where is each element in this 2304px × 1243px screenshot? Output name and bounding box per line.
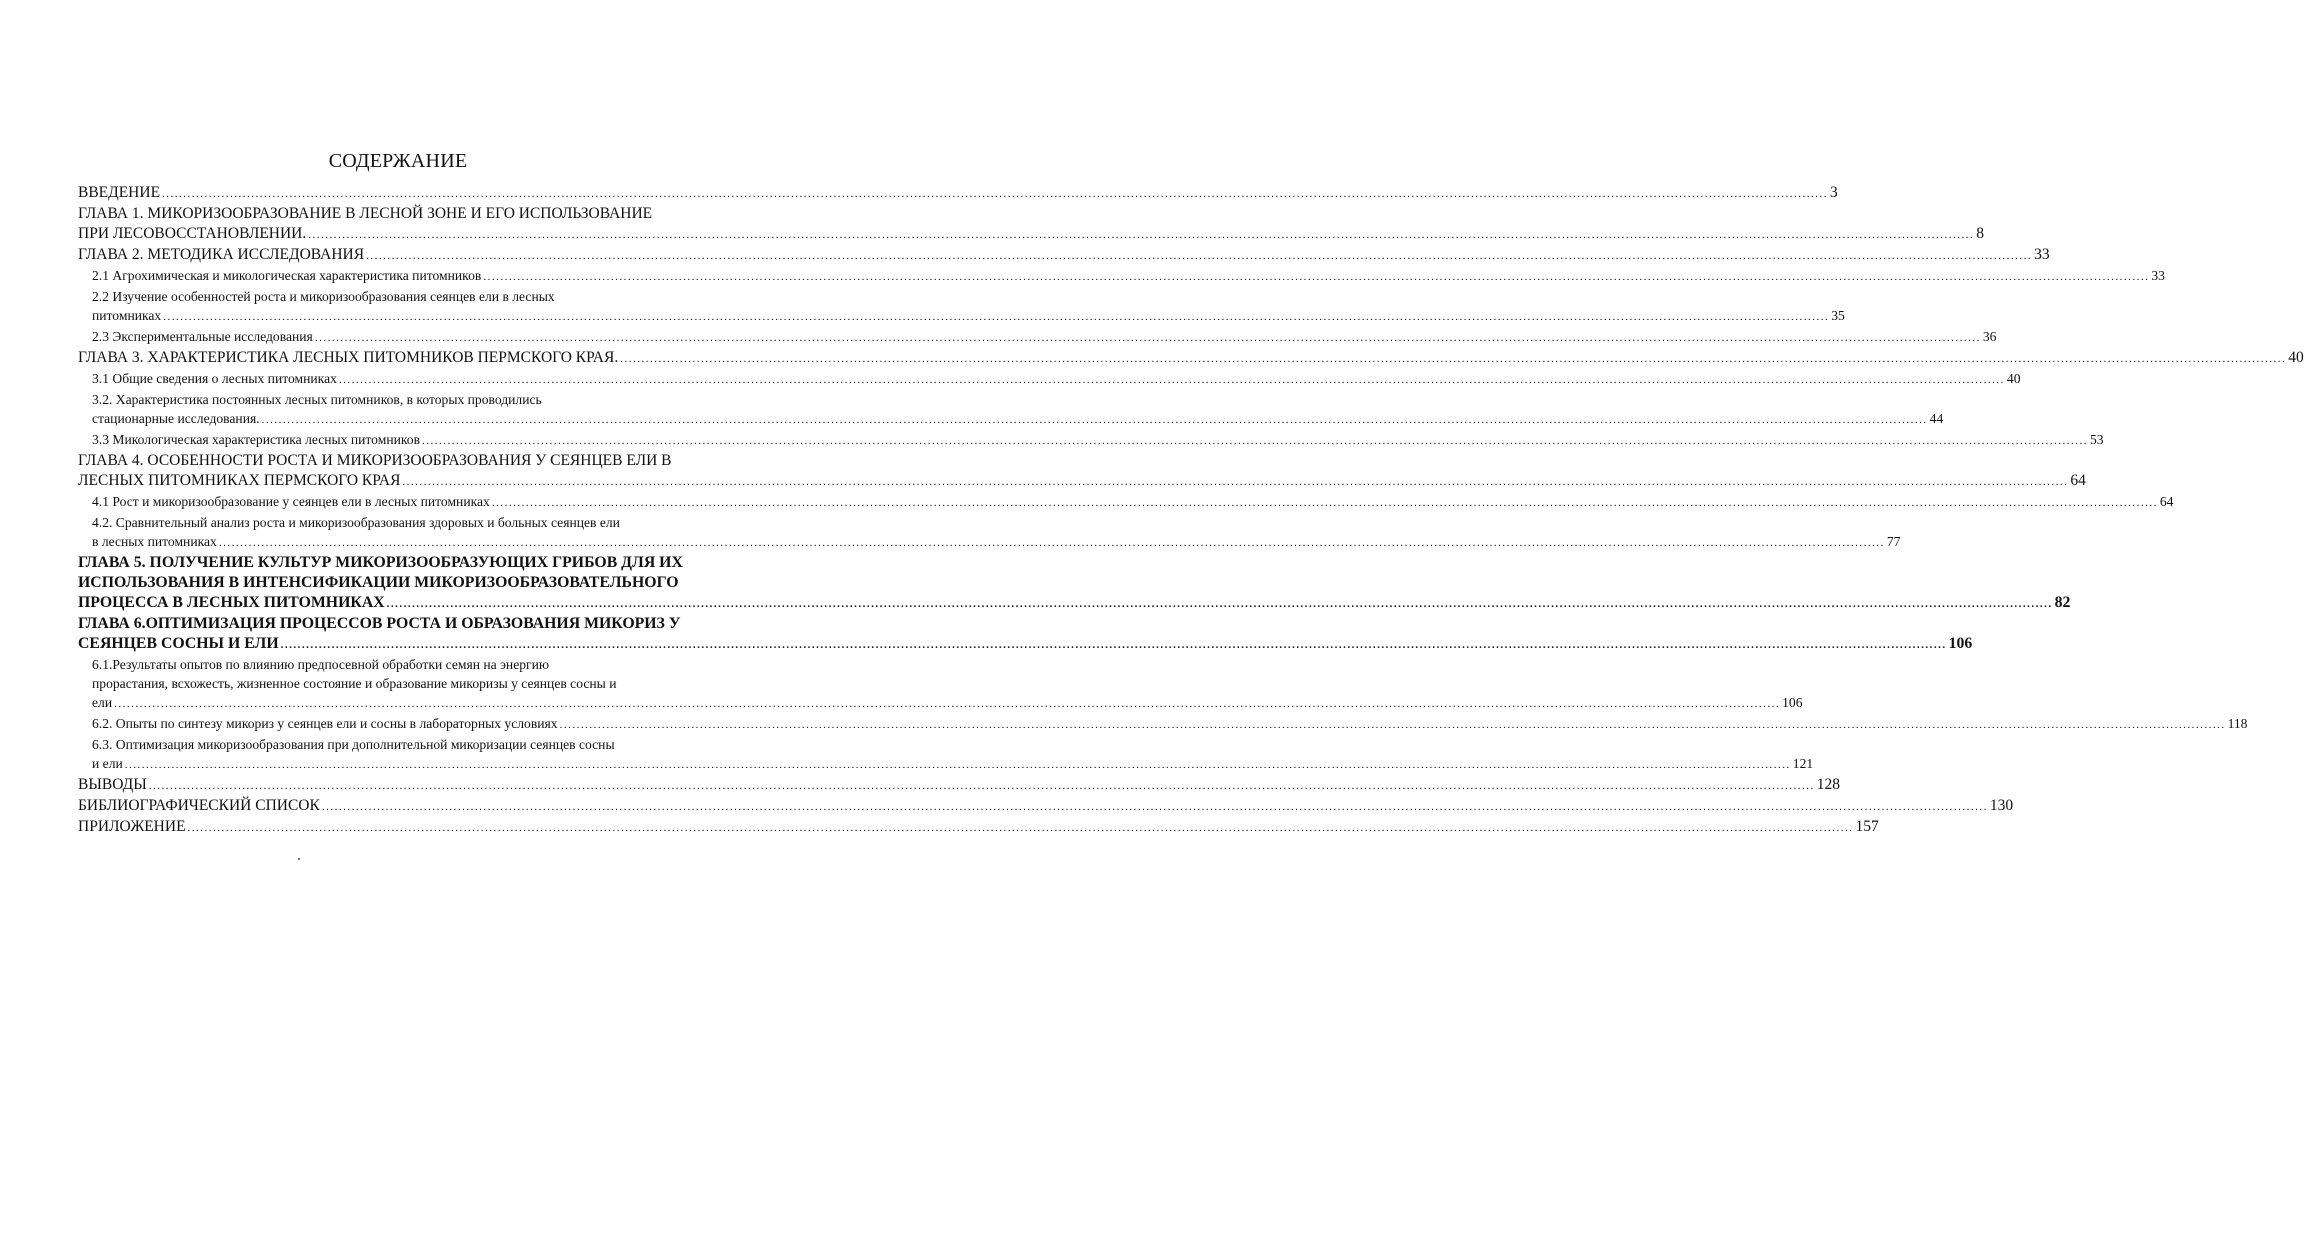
toc-entry-leader-line xyxy=(92,430,2104,451)
toc-page-number: 3 xyxy=(1830,184,1838,201)
toc-entry-leader-line xyxy=(78,634,1973,655)
toc-entry-leader-line xyxy=(92,714,2248,735)
toc-entry-leader-line xyxy=(78,817,1879,838)
dot-leader xyxy=(422,432,2088,451)
toc-entry xyxy=(78,492,2174,513)
toc-entry-leader-line xyxy=(92,327,1997,348)
toc-entry-title: питомниках xyxy=(92,308,162,323)
dot-leader xyxy=(125,756,1791,775)
toc-entry-text-line: 6.3. Оптимизация микоризообразования при дополнительной микоризации сеянцев сосны xyxy=(92,737,615,752)
dot-leader xyxy=(262,411,1928,430)
dot-leader xyxy=(114,695,1780,714)
dot-leader xyxy=(560,716,2226,735)
dot-leader xyxy=(162,184,1828,204)
toc-entry-text-line: 3.2. Характеристика постоянных лесных питомников, в которых проводились xyxy=(92,392,542,407)
toc-entry-title: ПРОЦЕССА В ЛЕСНЫХ ПИТОМНИКАХ xyxy=(78,594,385,611)
toc-page-number: 106 xyxy=(1948,635,1973,652)
toc-entry-leader-line xyxy=(92,492,2174,513)
toc-page-number: 33 xyxy=(2034,246,2050,263)
toc-entry-title: ПРИЛОЖЕНИЕ xyxy=(78,818,186,835)
dot-leader xyxy=(483,268,2149,287)
toc-entry-title: 6.2. Опыты по синтезу микориз у сеянцев ели и сосны в лабораторных условиях xyxy=(92,716,558,731)
toc-entry xyxy=(78,430,2104,451)
toc-entry xyxy=(78,348,2304,369)
toc-entry-text-line: ГЛАВА 4. ОСОБЕННОСТИ РОСТА И МИКОРИЗООБРАЗОВАНИЯ У СЕЯНЦЕВ ЕЛИ В xyxy=(78,452,672,469)
dot-leader xyxy=(387,594,2053,614)
toc-entry-title: 2.3 Экспериментальные исследования xyxy=(92,329,313,344)
toc-entry-title: 3.1 Общие сведения о лесных питомниках xyxy=(92,371,337,386)
toc-entry xyxy=(78,775,1840,796)
toc-page-number: 121 xyxy=(1792,756,1814,771)
toc-entry xyxy=(78,796,2014,817)
toc-entry-leader-line xyxy=(78,775,1840,796)
toc-entry xyxy=(78,183,1838,204)
toc-entry-title: ЛЕСНЫХ ПИТОМНИКАХ ПЕРМСКОГО КРАЯ xyxy=(78,472,401,489)
toc-entry xyxy=(78,655,1803,714)
toc-entry-leader-line xyxy=(92,306,1845,327)
toc-entry-text-line: 6.1.Результаты опытов по влиянию предпосевной обработки семян на энергию xyxy=(92,657,550,672)
toc-entry-title: ВВЕДЕНИЕ xyxy=(78,184,161,201)
toc-entry-leader-line xyxy=(92,693,1803,714)
toc-page-number: 82 xyxy=(2054,594,2071,611)
toc-entry-title: ВЫВОДЫ xyxy=(78,776,147,793)
toc-entry-leader-line xyxy=(92,369,2021,390)
toc-entry-title: 4.1 Рост и микоризообразование у сеянцев ели в лесных питомниках xyxy=(92,494,490,509)
dot-leader xyxy=(366,246,2032,266)
dot-leader xyxy=(322,797,1988,817)
dot-leader xyxy=(281,635,1947,655)
toc-entry-leader-line xyxy=(92,754,1814,775)
toc-entry xyxy=(78,245,2050,266)
toc-entry-leader-line xyxy=(78,245,2050,266)
toc-entry xyxy=(78,266,2165,287)
toc-entry-leader-line xyxy=(78,183,1838,204)
toc-page-number: 8 xyxy=(1976,225,1985,242)
dot-leader xyxy=(149,776,1815,796)
toc-entry-leader-line xyxy=(78,348,2304,369)
toc-entry-text-line: ИСПОЛЬЗОВАНИЯ В ИНТЕНСИФИКАЦИИ МИКОРИЗООБРАЗОВАТЕЛЬНОГО xyxy=(78,574,679,591)
toc-entry xyxy=(78,369,2021,390)
toc-entry-title: БИБЛИОГРАФИЧЕСКИЙ СПИСОК xyxy=(78,797,320,814)
stray-mark xyxy=(298,858,300,860)
toc-entry-leader-line xyxy=(92,266,2165,287)
toc-page-number: 40 xyxy=(2006,371,2021,386)
toc-page-number: 35 xyxy=(1831,308,1845,323)
toc-entry xyxy=(78,451,2086,492)
toc-page-number: 53 xyxy=(2090,432,2104,447)
toc-entry xyxy=(78,553,2071,614)
toc-page-number: 40 xyxy=(2288,349,2304,366)
toc-page-number: 106 xyxy=(1782,695,1803,710)
page-title: СОДЕРЖАНИЕ xyxy=(328,150,468,172)
dot-leader xyxy=(339,371,2005,390)
toc-entry-title: ели xyxy=(92,695,113,710)
dot-leader xyxy=(163,308,1829,327)
toc-entry xyxy=(78,614,1973,655)
toc-entry-leader-line xyxy=(78,593,2071,614)
toc-entry-title: ГЛАВА 2. МЕТОДИКА ИССЛЕДОВАНИЯ xyxy=(78,246,365,263)
toc-entry-title: ГЛАВА 3. ХАРАКТЕРИСТИКА ЛЕСНЫХ ПИТОМНИКОВ ПЕРМСКОГО КРАЯ. xyxy=(78,349,619,366)
toc-page-number: 44 xyxy=(1929,411,1944,426)
toc-page-number: 36 xyxy=(1982,329,1997,344)
dot-leader xyxy=(620,349,2286,369)
toc-entry xyxy=(78,390,1944,430)
toc-page-number: 130 xyxy=(1989,797,2014,814)
toc-entry xyxy=(78,327,1997,348)
toc-entry-leader-line xyxy=(92,409,1944,430)
toc-entry-title: 3.3 Микологическая характеристика лесных питомников xyxy=(92,432,420,447)
toc-entry-leader-line xyxy=(78,224,1985,245)
toc-page-number: 77 xyxy=(1886,534,1901,549)
toc-entry-leader-line xyxy=(78,796,2014,817)
toc-entry-text-line: 4.2. Сравнительный анализ роста и микоризообразования здоровых и больных сеянцев ели xyxy=(92,515,620,530)
toc-page-number: 64 xyxy=(2159,494,2174,509)
dot-leader xyxy=(402,472,2068,492)
toc-entry xyxy=(78,714,2248,735)
toc-entry xyxy=(78,204,1985,245)
toc-page-number: 157 xyxy=(1855,818,1879,835)
dot-leader xyxy=(308,225,1974,245)
toc-entry-leader-line xyxy=(78,471,2086,492)
toc-entry-leader-line xyxy=(92,532,1901,553)
toc-entry xyxy=(78,513,1901,553)
dot-leader xyxy=(492,494,2158,513)
toc-entry-title: в лесных питомниках xyxy=(92,534,217,549)
toc-page-number: 64 xyxy=(2070,472,2086,489)
dot-leader xyxy=(188,818,1854,838)
toc-page-number: 118 xyxy=(2227,716,2248,731)
toc-page-number: 33 xyxy=(2151,268,2165,283)
toc-entry-text-line: прорастания, всхожесть, жизненное состояние и образование микоризы у сеянцев сосны и xyxy=(92,676,617,691)
toc-page-number: 128 xyxy=(1816,776,1840,793)
toc-entry-text-line: ГЛАВА 1. МИКОРИЗООБРАЗОВАНИЕ В ЛЕСНОЙ ЗОНЕ И ЕГО ИСПОЛЬЗОВАНИЕ xyxy=(78,205,653,222)
toc-entry-title: 2.1 Агрохимическая и микологическая характеристика питомников xyxy=(92,268,482,283)
toc-entry-title: СЕЯНЦЕВ СОСНЫ И ЕЛИ xyxy=(78,635,279,652)
toc-entry xyxy=(78,817,1879,838)
table-of-contents xyxy=(78,183,2304,838)
toc-entry-title: и ели xyxy=(92,756,123,771)
toc-entry-text-line: 2.2 Изучение особенностей роста и микоризообразования сеянцев ели в лесных xyxy=(92,289,555,304)
dot-leader xyxy=(219,534,1885,553)
toc-entry-text-line: ГЛАВА 5. ПОЛУЧЕНИЕ КУЛЬТУР МИКОРИЗООБРАЗУЮЩИХ ГРИБОВ ДЛЯ ИХ xyxy=(78,554,683,571)
toc-entry-text-line: ГЛАВА 6.ОПТИМИЗАЦИЯ ПРОЦЕССОВ РОСТА И ОБРАЗОВАНИЯ МИКОРИЗ У xyxy=(78,615,681,632)
toc-entry-title: ПРИ ЛЕСОВОССТАНОВЛЕНИИ. xyxy=(78,225,307,242)
toc-entry xyxy=(78,287,1845,327)
toc-entry xyxy=(78,735,1814,775)
dot-leader xyxy=(315,329,1981,348)
toc-entry-title: стационарные исследования. xyxy=(92,411,260,426)
